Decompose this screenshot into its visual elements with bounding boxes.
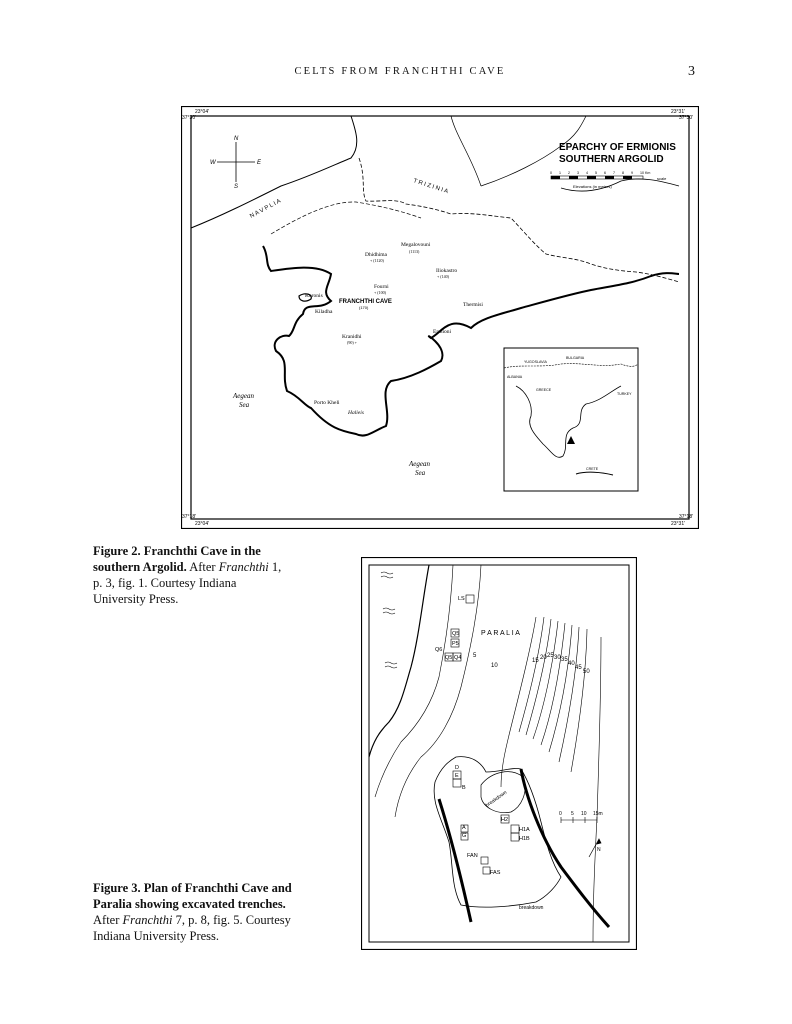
trench-h2: H2 <box>501 817 509 823</box>
contour-50: 50 <box>583 669 590 675</box>
contour-25: 25 <box>547 653 554 659</box>
trench-fan: FAN <box>467 853 478 859</box>
trench-h1a: H1A <box>519 827 530 833</box>
figure-3-plan <box>361 557 637 950</box>
place-iliokastro: Iliokastro <box>436 268 458 274</box>
contour-20: 20 <box>540 655 547 661</box>
map-title-line1: EPARCHY OF ERMIONIS <box>559 142 676 153</box>
place-halieis: Halieis <box>348 410 364 416</box>
coord-tr-top: 23°31' <box>671 109 686 115</box>
scale-word: scale <box>657 176 667 181</box>
contour-5: 5 <box>473 653 477 659</box>
trench-q6: Q6 <box>435 647 443 653</box>
compass-e: E <box>257 160 262 166</box>
inset-yugoslavia: YUGOSLAVIA <box>524 360 547 364</box>
contour-35: 35 <box>561 657 568 663</box>
trench-h1b: H1B <box>519 836 530 842</box>
figure-3-caption-title: Figure 3. Plan of Franchthi Cave and Paralia showing excavated trenches. <box>93 881 292 911</box>
place-kiladha: Kiladha <box>315 309 333 315</box>
running-head: CELTS FROM FRANCHTHI CAVE <box>294 66 506 77</box>
trench-e: E <box>455 773 459 779</box>
label-trizinia: T R I Z I N I A <box>412 178 449 196</box>
place-kranidhi: Kranidhi <box>342 334 362 340</box>
place-porto-kheli: Porto Kheli <box>314 400 340 406</box>
contour-15: 15 <box>532 658 539 664</box>
inset-crete: CRETE <box>586 467 599 471</box>
coord-tl-left: 37°30' <box>182 115 197 121</box>
contour-30: 30 <box>554 655 561 661</box>
elevation-note: Elevations (in meters) <box>573 184 612 189</box>
svg-text:Aegean Sea Aegean: Aegean Sea Aegean Sea <box>233 392 430 477</box>
place-dhidhima: Dhidhima <box>365 252 387 258</box>
trench-q5a: Q5 <box>452 631 460 637</box>
inset-greece: GREECE <box>536 388 552 392</box>
figure-3-caption: Figure 3. Plan of Franchthi Cave and Paralia showing excavated trenches. After Franchthi 7, p. 8, fig. 5. Courtesy Indiana University Press. <box>93 881 292 943</box>
place-fourni: Fourni <box>374 284 389 290</box>
label-breakdown-1: breakdown <box>484 789 509 809</box>
aegean-sea-1: Aegean <box>233 392 254 400</box>
place-ermioni: Ermioni <box>433 329 452 335</box>
place-franchthi: FRANCHTHI CAVE <box>339 299 392 305</box>
figure-2-map <box>181 106 699 529</box>
inset-turkey: TURKEY <box>617 392 632 396</box>
compass-s: S <box>234 184 239 190</box>
label-nauplia: N A V P L I A <box>249 198 282 220</box>
compass-n: N <box>234 136 239 142</box>
scale-ticks: 0 1 2 3 4 5 6 7 8 9 10 Km <box>550 171 651 175</box>
figure-2-caption: Figure 2. Franchthi Cave in the southern Argolid. After Franchthi 1, p. 3, fig. 1. Courtesy Indiana University Press. <box>93 544 282 606</box>
contour-10: 10 <box>491 663 498 669</box>
place-megalovouni: Megalovouni <box>401 242 431 248</box>
map-title-line2: SOUTHERN ARGOLID <box>559 154 664 165</box>
coord-br-right: 37°18' <box>679 514 694 520</box>
label-paralia: P A R A L I A <box>481 630 520 637</box>
coord-bl-left: 37°18' <box>182 514 197 520</box>
inset-map <box>504 348 638 491</box>
trench-b: B <box>462 785 466 791</box>
contour-40: 40 <box>568 661 575 667</box>
page-number: 3 <box>688 64 695 79</box>
coord-tl-top: 23°04' <box>195 109 210 115</box>
contour-45: 45 <box>575 665 582 671</box>
coord-tr-right: 37°30' <box>679 115 694 121</box>
plan-north-label: N <box>597 847 601 853</box>
place-franchthi-elev: (170) <box>359 305 369 310</box>
trench-g: G <box>462 833 467 839</box>
trench-d: D <box>455 765 459 771</box>
trench-a: A <box>462 825 466 831</box>
inset-albania: ALBANIA <box>507 375 522 379</box>
trench-q4: Q4 <box>454 655 462 661</box>
svg-text:Dhidhima + (1120) Mega: Dhidhima + (1120) Megalovouni (1113) Iliokastro + (140) Fourni + (100) Kranidhi (90) + Koronis Kiladha Thermisi Ermioni Porto Kheli <box>305 242 483 406</box>
aegean-sea-2: Aegean <box>409 460 430 468</box>
place-thermisi: Thermisi <box>463 302 483 308</box>
compass-w: W <box>210 160 216 166</box>
place-koronis: Koronis <box>305 293 323 299</box>
svg-text:05 1015m: 0 5 10 15m <box>559 811 603 817</box>
coord-br-bottom: 23°31' <box>671 521 686 527</box>
figure-2-caption-title: Figure 2. Franchthi Cave in the southern Argolid. <box>93 544 261 574</box>
inset-bulgaria: BULGARIA <box>566 356 584 360</box>
label-breakdown-2: breakdown <box>519 905 544 911</box>
coord-bl-bottom: 23°04' <box>195 521 210 527</box>
trench-q5b: Q5 <box>445 655 453 661</box>
trench-ls: LS <box>458 596 465 602</box>
trench-fas: FAS <box>490 870 501 876</box>
trench-p5: P5 <box>452 641 459 647</box>
